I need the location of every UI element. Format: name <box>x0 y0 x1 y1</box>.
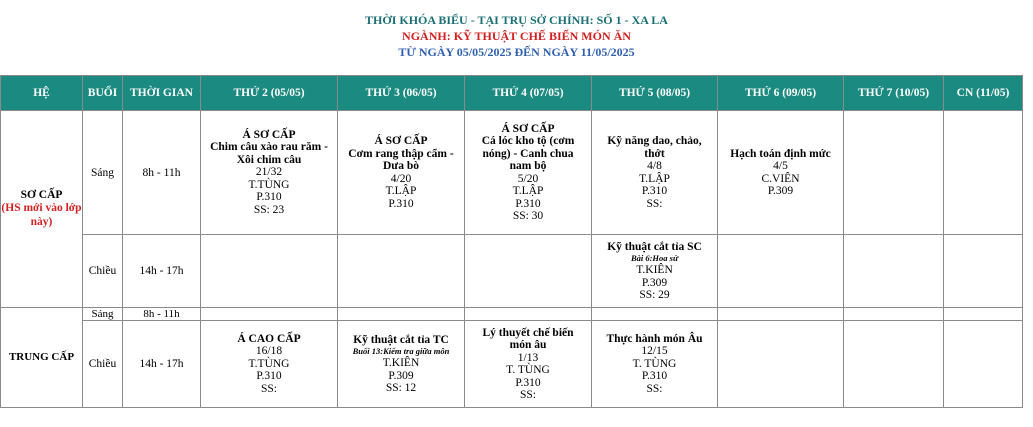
empty-cell <box>944 235 1023 308</box>
empty-cell <box>718 235 844 308</box>
class-cell <box>718 111 844 235</box>
date-range-title: TỪ NGÀY 05/05/2025 ĐẾN NGÀY 11/05/2025 <box>398 45 635 59</box>
level-note: (HS mới vào lớp này) <box>1 202 82 228</box>
class-cell <box>465 321 592 408</box>
class-line: P.309 <box>388 369 414 382</box>
class-line: Á CAO CẤP <box>237 332 301 345</box>
col-thoigian: THỜI GIAN <box>123 76 201 111</box>
session-label: Sáng <box>83 308 123 321</box>
session-label: Chiều <box>83 235 123 308</box>
class-line: T.KIÊN <box>636 264 673 276</box>
col-buoi: BUỔI <box>83 76 123 111</box>
class-line: Dưa bò <box>383 160 419 172</box>
class-line: Buổi 13:Kiểm tra giữa môn <box>352 346 450 356</box>
class-line: SS: 23 <box>253 203 285 216</box>
class-cell <box>338 111 465 235</box>
empty-cell <box>944 321 1023 408</box>
class-line: P.310 <box>256 370 282 383</box>
empty-cell <box>338 235 465 308</box>
empty-cell <box>338 308 465 321</box>
title-block <box>0 0 1033 75</box>
empty-cell <box>718 308 844 321</box>
empty-cell <box>592 308 718 321</box>
class-cell <box>592 111 718 235</box>
schedule-title: THỜI KHÓA BIỂU - TẠI TRỤ SỞ CHÍNH: SỐ 1 - XA LA <box>365 13 668 27</box>
level-so-cap <box>1 111 83 308</box>
class-line: nóng) - Canh chua <box>482 147 574 160</box>
empty-cell <box>201 235 338 308</box>
class-line: Á SƠ CẤP <box>242 128 296 141</box>
class-cell <box>338 321 465 408</box>
class-line: Hạch toán định mức <box>730 147 831 160</box>
class-line: Chim câu xào rau răm - <box>210 141 328 154</box>
class-line: 5/20 <box>517 172 539 185</box>
col-he: HỆ <box>1 76 83 111</box>
class-line: nam bộ <box>509 160 547 172</box>
class-line: 4/20 <box>390 172 412 185</box>
class-line: Lý thuyết chế biến <box>482 326 574 339</box>
class-line: T. TÙNG <box>506 364 550 376</box>
class-line: Á SƠ CẤP <box>501 122 555 135</box>
empty-cell <box>718 321 844 408</box>
class-line: Bài 6:Hoa sứ <box>630 253 679 263</box>
trung-cap-chieu-row <box>1 321 1023 408</box>
header-row <box>1 76 1023 111</box>
class-line: Kỹ năng dao, chảo, <box>607 135 702 147</box>
so-cap-sang-row <box>1 111 1023 235</box>
so-cap-chieu-row <box>1 235 1023 308</box>
class-line: SS: 30 <box>512 210 544 222</box>
class-line: C.VIÊN <box>761 172 800 185</box>
empty-cell <box>844 321 944 408</box>
class-line: T.TÙNG <box>248 178 290 191</box>
class-line: P.310 <box>515 197 541 210</box>
empty-cell <box>944 111 1023 235</box>
class-line: 4/8 <box>647 160 662 172</box>
class-line: T.KIÊN <box>382 357 420 369</box>
class-line: T. TÙNG <box>632 357 677 370</box>
empty-cell <box>201 308 338 321</box>
class-cell <box>592 235 718 308</box>
class-line: P.310 <box>641 370 668 383</box>
session-label: Sáng <box>83 111 123 235</box>
class-line: 12/15 <box>641 345 668 358</box>
class-line: Xôi chim câu <box>236 153 302 166</box>
session-label: Chiều <box>83 321 123 408</box>
session-time: 14h - 17h <box>123 235 201 308</box>
class-line: Á SƠ CẤP <box>374 135 428 147</box>
class-line: 1/13 <box>517 351 539 364</box>
class-line: T.TÙNG <box>248 357 290 370</box>
class-line: Cơm rang thập cẩm - <box>348 147 454 160</box>
trung-cap-sang-row <box>1 308 1023 321</box>
class-line: 16/18 <box>255 345 283 358</box>
col-thu4: THỨ 4 (07/05) <box>465 76 592 111</box>
class-line: P.310 <box>641 185 668 197</box>
class-line: SS: <box>646 197 663 210</box>
class-cell <box>592 321 718 408</box>
class-line: SS: 12 <box>385 382 417 394</box>
level-trung-cap: TRUNG CẤP <box>1 308 83 408</box>
class-line: SS: 29 <box>639 289 670 301</box>
col-thu5: THỨ 5 (08/05) <box>592 76 718 111</box>
class-line: 21/32 <box>255 166 283 179</box>
col-thu2: THỨ 2 (05/05) <box>201 76 338 111</box>
class-line: P.309 <box>767 185 794 197</box>
class-line: P.310 <box>388 197 414 210</box>
class-line: thớt <box>644 147 665 160</box>
class-cell <box>465 111 592 235</box>
class-line: Kỹ thuật cắt tỉa TC <box>353 333 449 346</box>
class-line: 4/5 <box>773 160 788 172</box>
col-cn: CN (11/05) <box>944 76 1023 111</box>
class-line: Kỹ thuật cắt tỉa SC <box>607 240 702 253</box>
class-line: SS: <box>520 389 536 401</box>
empty-cell <box>844 111 944 235</box>
class-line: SS: <box>646 382 663 395</box>
class-line: P.310 <box>256 191 282 204</box>
level-name: SƠ CẤP <box>20 189 63 201</box>
class-line: P.309 <box>641 276 668 289</box>
class-line: T.LẬP <box>512 185 544 197</box>
empty-cell <box>944 308 1023 321</box>
col-thu3: THỨ 3 (06/05) <box>338 76 465 111</box>
class-line: SS: <box>261 382 277 395</box>
class-cell <box>201 111 338 235</box>
class-line: T.LẬP <box>385 185 417 197</box>
empty-cell <box>465 235 592 308</box>
class-line: P.310 <box>515 376 541 389</box>
empty-cell <box>465 308 592 321</box>
class-line: món âu <box>509 339 547 351</box>
col-thu7: THỨ 7 (10/05) <box>844 76 944 111</box>
class-line: T.LẬP <box>639 172 670 185</box>
empty-cell <box>844 235 944 308</box>
major-title: NGÀNH: KỸ THUẬT CHẾ BIẾN MÓN ĂN <box>402 29 631 43</box>
class-line: Thực hành món Âu <box>606 332 703 345</box>
empty-cell <box>844 308 944 321</box>
class-line: Cá lóc kho tộ (cơm <box>481 135 575 147</box>
session-time: 14h - 17h <box>123 321 201 408</box>
timetable <box>0 75 1023 408</box>
session-time: 8h - 11h <box>123 308 201 321</box>
session-time: 8h - 11h <box>123 111 201 235</box>
col-thu6: THỨ 6 (09/05) <box>718 76 844 111</box>
class-cell <box>201 321 338 408</box>
